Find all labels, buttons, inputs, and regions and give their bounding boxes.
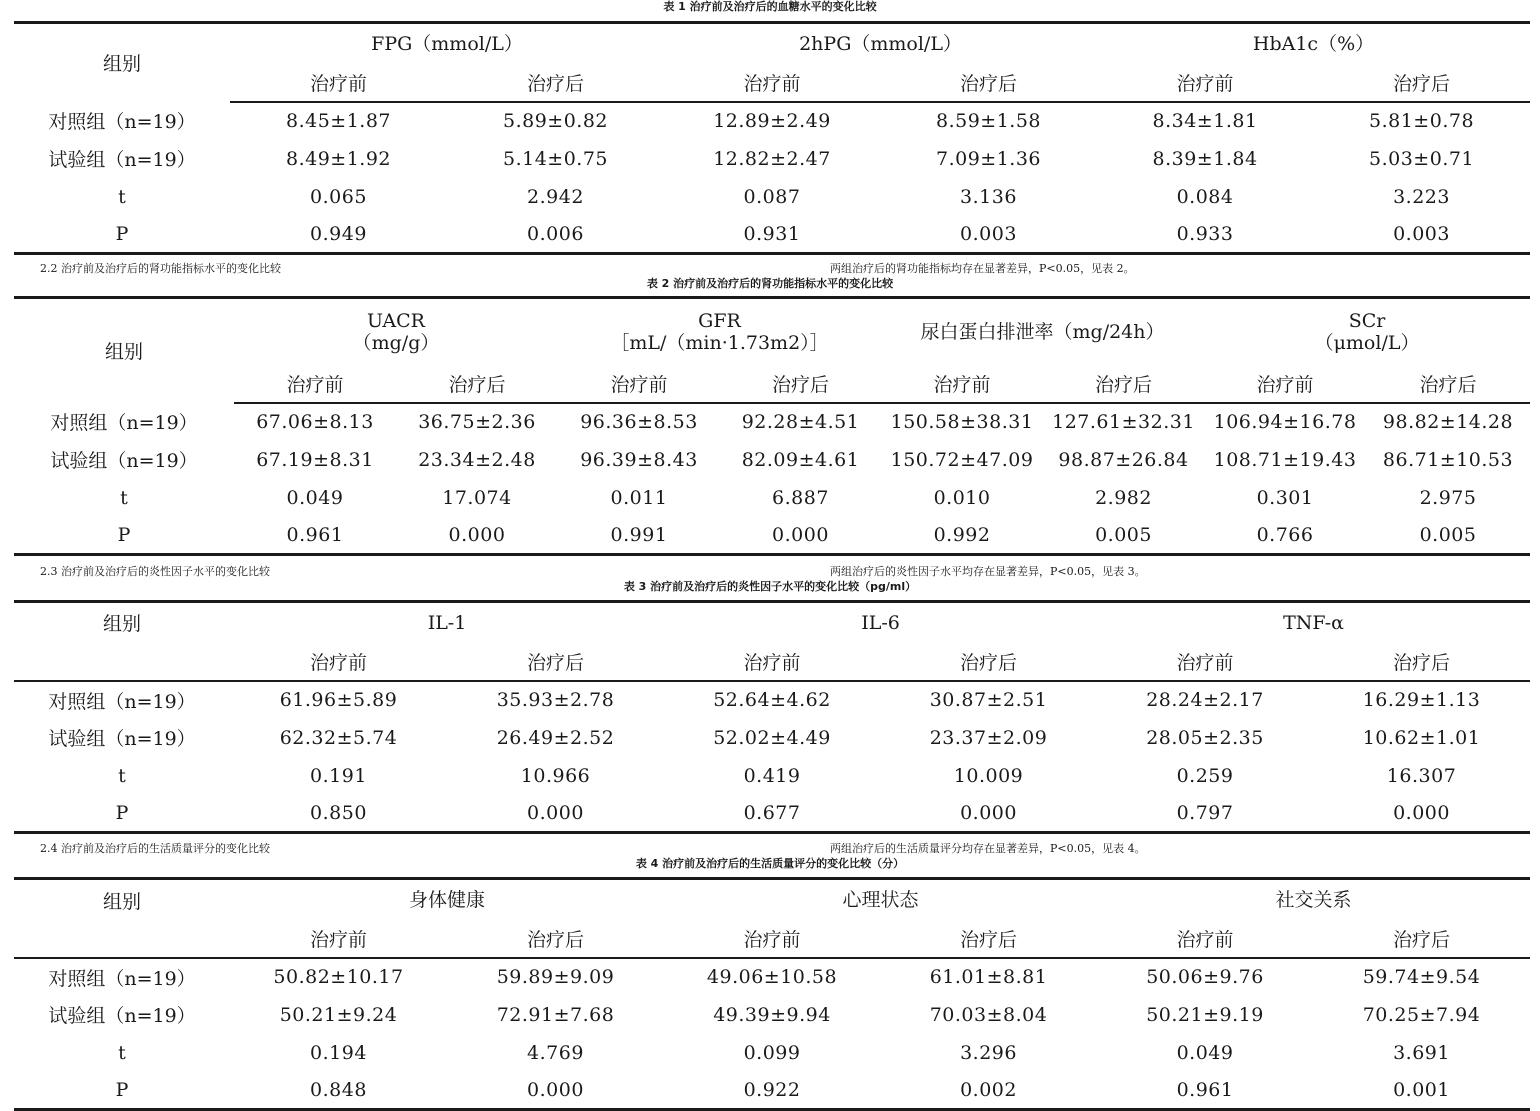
cell: 0.961 xyxy=(1097,1072,1313,1110)
cell: 5.81±0.78 xyxy=(1369,110,1475,132)
cell: 23.37±2.09 xyxy=(929,726,1048,749)
row-label: 对照组（n=19） xyxy=(48,967,196,990)
sub-header-before: 治疗前 xyxy=(558,365,720,403)
section-note-2-4: 两组治疗后的生活质量评分均存在显著差异，P<0.05，见表 4。 xyxy=(830,842,1146,855)
cell: 5.14±0.75 xyxy=(502,147,609,170)
sub-header-before: 治疗前 xyxy=(230,65,447,102)
cell: 35.93±2.78 xyxy=(496,689,615,711)
sub-header-after: 治疗后 xyxy=(880,643,1097,681)
cell: 67.19±8.31 xyxy=(256,448,374,471)
table-3-caption: 表 3 治疗前及治疗后的炎性因子水平的变化比较（pg/ml） xyxy=(623,580,917,593)
group-header: 组别 xyxy=(14,602,230,643)
table-row xyxy=(14,403,1530,441)
cell: 150.72±47.09 xyxy=(890,448,1034,471)
cell: 86.71±10.53 xyxy=(1382,448,1514,471)
cell: 0.991 xyxy=(558,517,720,555)
sub-header-before: 治疗前 xyxy=(664,643,880,681)
cell: 28.24±2.17 xyxy=(1146,689,1264,711)
row-label: t xyxy=(120,486,128,509)
cell: 59.74±9.54 xyxy=(1362,966,1481,988)
cell: 7.09±1.36 xyxy=(935,147,1042,170)
cell: 16.307 xyxy=(1386,764,1457,787)
cell: 61.96±5.89 xyxy=(279,689,398,711)
sub-header-after: 治疗后 xyxy=(720,365,881,403)
row-label: P xyxy=(14,216,230,254)
section-heading-2-4: 2.4 治疗前及治疗后的生活质量评分的变化比较 xyxy=(40,842,270,855)
cell: 59.89±9.09 xyxy=(496,966,615,988)
cell: 0.000 xyxy=(720,517,881,555)
col-group-unit: （μmol/L） xyxy=(1314,331,1420,354)
cell: 82.09±4.61 xyxy=(741,448,860,471)
cell: 3.223 xyxy=(1393,185,1450,208)
cell: 0.002 xyxy=(880,1072,1097,1110)
sub-header-after: 治疗后 xyxy=(396,365,558,403)
cell: 50.06±9.76 xyxy=(1146,966,1264,988)
cell: 0.677 xyxy=(664,795,880,833)
col-group-physical: 身体健康 xyxy=(230,879,664,921)
col-group-title: UACR xyxy=(367,309,425,332)
section-note-2-3: 两组治疗后的炎性因子水平均存在显著差异，P<0.05，见表 3。 xyxy=(830,565,1146,578)
cell: 8.49±1.92 xyxy=(285,147,392,170)
sub-header-before: 治疗前 xyxy=(230,921,447,958)
col-group-hba1c: HbA1c（%） xyxy=(1097,23,1530,65)
row-label: t xyxy=(118,1041,126,1064)
cell: 0.259 xyxy=(1176,764,1234,787)
table-row xyxy=(14,757,1530,795)
row-label: 试验组（n=19） xyxy=(48,149,196,171)
cell: 49.39±9.94 xyxy=(713,1003,831,1026)
sub-header-after: 治疗后 xyxy=(880,921,1097,958)
cell: 0.931 xyxy=(664,216,880,254)
group-header: 组别 xyxy=(14,879,230,921)
cell: 98.82±14.28 xyxy=(1382,411,1514,433)
cell: 150.58±38.31 xyxy=(890,411,1034,433)
cell: 0.419 xyxy=(743,764,801,787)
row-label: 对照组（n=19） xyxy=(48,111,196,133)
cell: 96.39±8.43 xyxy=(580,448,698,471)
table-row xyxy=(14,102,1530,140)
cell: 0.848 xyxy=(230,1072,447,1110)
cell: 98.87±26.84 xyxy=(1058,448,1189,471)
col-group-gfr xyxy=(558,298,881,365)
cell: 50.21±9.24 xyxy=(279,1003,398,1026)
cell: 0.000 xyxy=(447,795,664,833)
cell: 8.34±1.81 xyxy=(1152,110,1258,132)
section-note-2-2: 两组治疗后的肾功能指标均存在显著差异，P<0.05，见表 2。 xyxy=(830,262,1135,275)
col-group-social: 社交关系 xyxy=(1097,879,1530,921)
col-group-2hpg: 2hPG（mmol/L） xyxy=(664,23,1097,65)
cell: 30.87±2.51 xyxy=(929,689,1048,711)
col-group-uacr xyxy=(234,298,558,365)
cell: 0.194 xyxy=(310,1041,367,1064)
sub-header-before: 治疗前 xyxy=(1097,921,1313,958)
cell: 8.45±1.87 xyxy=(285,110,392,132)
sub-header-after: 治疗后 xyxy=(447,65,664,102)
col-group-il1: IL-1 xyxy=(230,602,664,643)
cell: 0.003 xyxy=(1313,216,1530,254)
sub-header-before: 治疗前 xyxy=(1097,65,1313,102)
table-row xyxy=(14,1072,1530,1110)
col-group-il6: IL-6 xyxy=(664,602,1097,643)
cell: 12.89±2.49 xyxy=(713,110,831,132)
table-row xyxy=(14,140,1530,178)
cell: 108.71±19.43 xyxy=(1213,448,1357,471)
group-header-spacer xyxy=(14,643,230,681)
table-row xyxy=(14,441,1530,479)
table-row xyxy=(14,216,1530,254)
row-label: t xyxy=(118,764,126,787)
col-group-urine-albumin xyxy=(881,298,1204,365)
row-label: P xyxy=(14,1072,230,1110)
cell: 0.797 xyxy=(1097,795,1313,833)
cell: 0.766 xyxy=(1204,517,1366,555)
table-row xyxy=(14,479,1530,517)
row-label: t xyxy=(118,185,126,208)
col-group-scr xyxy=(1204,298,1530,365)
sub-header-after: 治疗后 xyxy=(880,65,1097,102)
cell: 5.89±0.82 xyxy=(502,110,609,132)
table-1-caption: 表 1 治疗前及治疗后的血糖水平的变化比较 xyxy=(663,0,877,13)
table-row xyxy=(14,795,1530,833)
cell: 0.065 xyxy=(310,185,367,208)
cell: 26.49±2.52 xyxy=(496,726,615,749)
cell: 0.000 xyxy=(1313,795,1530,833)
col-group-fpg: FPG（mmol/L） xyxy=(230,23,664,65)
cell: 8.59±1.58 xyxy=(935,110,1042,132)
cell: 50.21±9.19 xyxy=(1146,1003,1264,1026)
cell: 0.003 xyxy=(880,216,1097,254)
cell: 6.887 xyxy=(772,486,829,509)
row-label: 试验组（n=19） xyxy=(50,450,198,472)
cell: 72.91±7.68 xyxy=(496,1003,615,1026)
col-group-unit: （mg/g） xyxy=(352,331,440,354)
cell: 0.049 xyxy=(1176,1041,1234,1064)
sub-header-before: 治疗前 xyxy=(664,65,880,102)
sub-header-before: 治疗前 xyxy=(1204,365,1366,403)
sub-header-after: 治疗后 xyxy=(1313,643,1530,681)
group-header: 组别 xyxy=(14,23,230,102)
sub-header-after: 治疗后 xyxy=(1313,65,1530,102)
sub-header-before: 治疗前 xyxy=(881,365,1043,403)
table-row xyxy=(14,996,1530,1034)
sub-header-after: 治疗后 xyxy=(447,643,664,681)
table-3 xyxy=(14,600,1530,834)
col-group-unit: ［mL/（min·1.73m2）］ xyxy=(610,331,829,354)
cell: 2.975 xyxy=(1419,486,1477,509)
cell: 23.34±2.48 xyxy=(418,448,536,471)
cell: 0.000 xyxy=(447,1072,664,1110)
cell: 0.001 xyxy=(1313,1072,1530,1110)
group-header: 组别 xyxy=(14,298,234,403)
row-label: 试验组（n=19） xyxy=(48,1005,196,1027)
row-label: P xyxy=(14,795,230,833)
table-row xyxy=(14,681,1530,719)
sub-header-after: 治疗后 xyxy=(447,921,664,958)
table-4 xyxy=(14,877,1530,1111)
table-row xyxy=(14,1034,1530,1072)
cell: 12.82±2.47 xyxy=(713,147,831,170)
col-group-psychological: 心理状态 xyxy=(664,879,1097,921)
row-label: P xyxy=(14,517,234,555)
cell: 10.62±1.01 xyxy=(1362,726,1481,749)
cell: 0.933 xyxy=(1097,216,1313,254)
col-group-title: 尿白蛋白排泄率（mg/24h） xyxy=(920,320,1165,343)
cell: 0.010 xyxy=(933,486,991,509)
cell: 0.301 xyxy=(1256,486,1314,509)
table-4-caption: 表 4 治疗前及治疗后的生活质量评分的变化比较（分） xyxy=(635,857,905,870)
cell: 5.03±0.71 xyxy=(1369,147,1475,170)
cell: 10.966 xyxy=(520,764,591,787)
cell: 70.03±8.04 xyxy=(929,1003,1048,1026)
cell: 0.005 xyxy=(1366,517,1530,555)
cell: 0.961 xyxy=(234,517,396,555)
col-group-title: SCr xyxy=(1348,309,1386,332)
cell: 16.29±1.13 xyxy=(1362,689,1481,711)
cell: 3.136 xyxy=(960,185,1017,208)
table-row xyxy=(14,178,1530,216)
col-group-title: GFR xyxy=(698,309,741,332)
sub-header-after: 治疗后 xyxy=(1043,365,1204,403)
section-heading-2-3: 2.3 治疗前及治疗后的炎性因子水平的变化比较 xyxy=(40,565,270,578)
section-heading-2-2: 2.2 治疗前及治疗后的肾功能指标水平的变化比较 xyxy=(40,262,281,275)
cell: 4.769 xyxy=(527,1041,584,1064)
cell: 0.084 xyxy=(1176,185,1234,208)
col-group-tnf: TNF-α xyxy=(1097,602,1530,643)
row-label: 对照组（n=19） xyxy=(48,690,196,713)
row-label: 对照组（n=19） xyxy=(50,412,198,434)
sub-header-before: 治疗前 xyxy=(1097,643,1313,681)
cell: 17.074 xyxy=(442,486,512,509)
sub-header-before: 治疗前 xyxy=(234,365,396,403)
cell: 8.39±1.84 xyxy=(1152,147,1258,170)
cell: 3.296 xyxy=(960,1041,1017,1064)
cell: 67.06±8.13 xyxy=(256,411,374,433)
table-1 xyxy=(14,21,1530,255)
cell: 70.25±7.94 xyxy=(1362,1003,1481,1026)
cell: 0.191 xyxy=(310,764,367,787)
cell: 36.75±2.36 xyxy=(418,411,536,433)
cell: 0.087 xyxy=(743,185,801,208)
cell: 10.009 xyxy=(953,764,1024,787)
sub-header-before: 治疗前 xyxy=(664,921,880,958)
cell: 0.099 xyxy=(743,1041,801,1064)
table-row xyxy=(14,958,1530,996)
cell: 127.61±32.31 xyxy=(1052,411,1195,433)
row-label: 试验组（n=19） xyxy=(48,728,196,750)
sub-header-before: 治疗前 xyxy=(230,643,447,681)
cell: 0.000 xyxy=(396,517,558,555)
cell: 61.01±8.81 xyxy=(929,966,1048,988)
cell: 0.992 xyxy=(881,517,1043,555)
cell: 0.949 xyxy=(230,216,447,254)
cell: 0.049 xyxy=(286,486,344,509)
table-2 xyxy=(14,296,1530,556)
table-row xyxy=(14,517,1530,555)
sub-header-after: 治疗后 xyxy=(1366,365,1530,403)
cell: 106.94±16.78 xyxy=(1213,411,1357,433)
sub-header-after: 治疗后 xyxy=(1313,921,1530,958)
cell: 52.64±4.62 xyxy=(713,689,831,711)
cell: 49.06±10.58 xyxy=(706,966,838,988)
cell: 0.000 xyxy=(880,795,1097,833)
cell: 0.006 xyxy=(447,216,664,254)
cell: 92.28±4.51 xyxy=(741,411,860,433)
table-2-caption: 表 2 治疗前及治疗后的肾功能指标水平的变化比较 xyxy=(646,277,894,290)
cell: 62.32±5.74 xyxy=(279,726,398,749)
cell: 2.982 xyxy=(1095,486,1152,509)
cell: 52.02±4.49 xyxy=(713,726,831,749)
cell: 0.005 xyxy=(1043,517,1204,555)
cell: 3.691 xyxy=(1393,1041,1450,1064)
cell: 96.36±8.53 xyxy=(580,411,698,433)
table-row xyxy=(14,719,1530,757)
cell: 28.05±2.35 xyxy=(1146,726,1264,749)
cell: 0.011 xyxy=(610,486,668,509)
cell: 0.922 xyxy=(664,1072,880,1110)
cell: 2.942 xyxy=(527,185,584,208)
group-header-spacer xyxy=(14,921,230,958)
cell: 50.82±10.17 xyxy=(273,966,404,988)
cell: 0.850 xyxy=(230,795,447,833)
